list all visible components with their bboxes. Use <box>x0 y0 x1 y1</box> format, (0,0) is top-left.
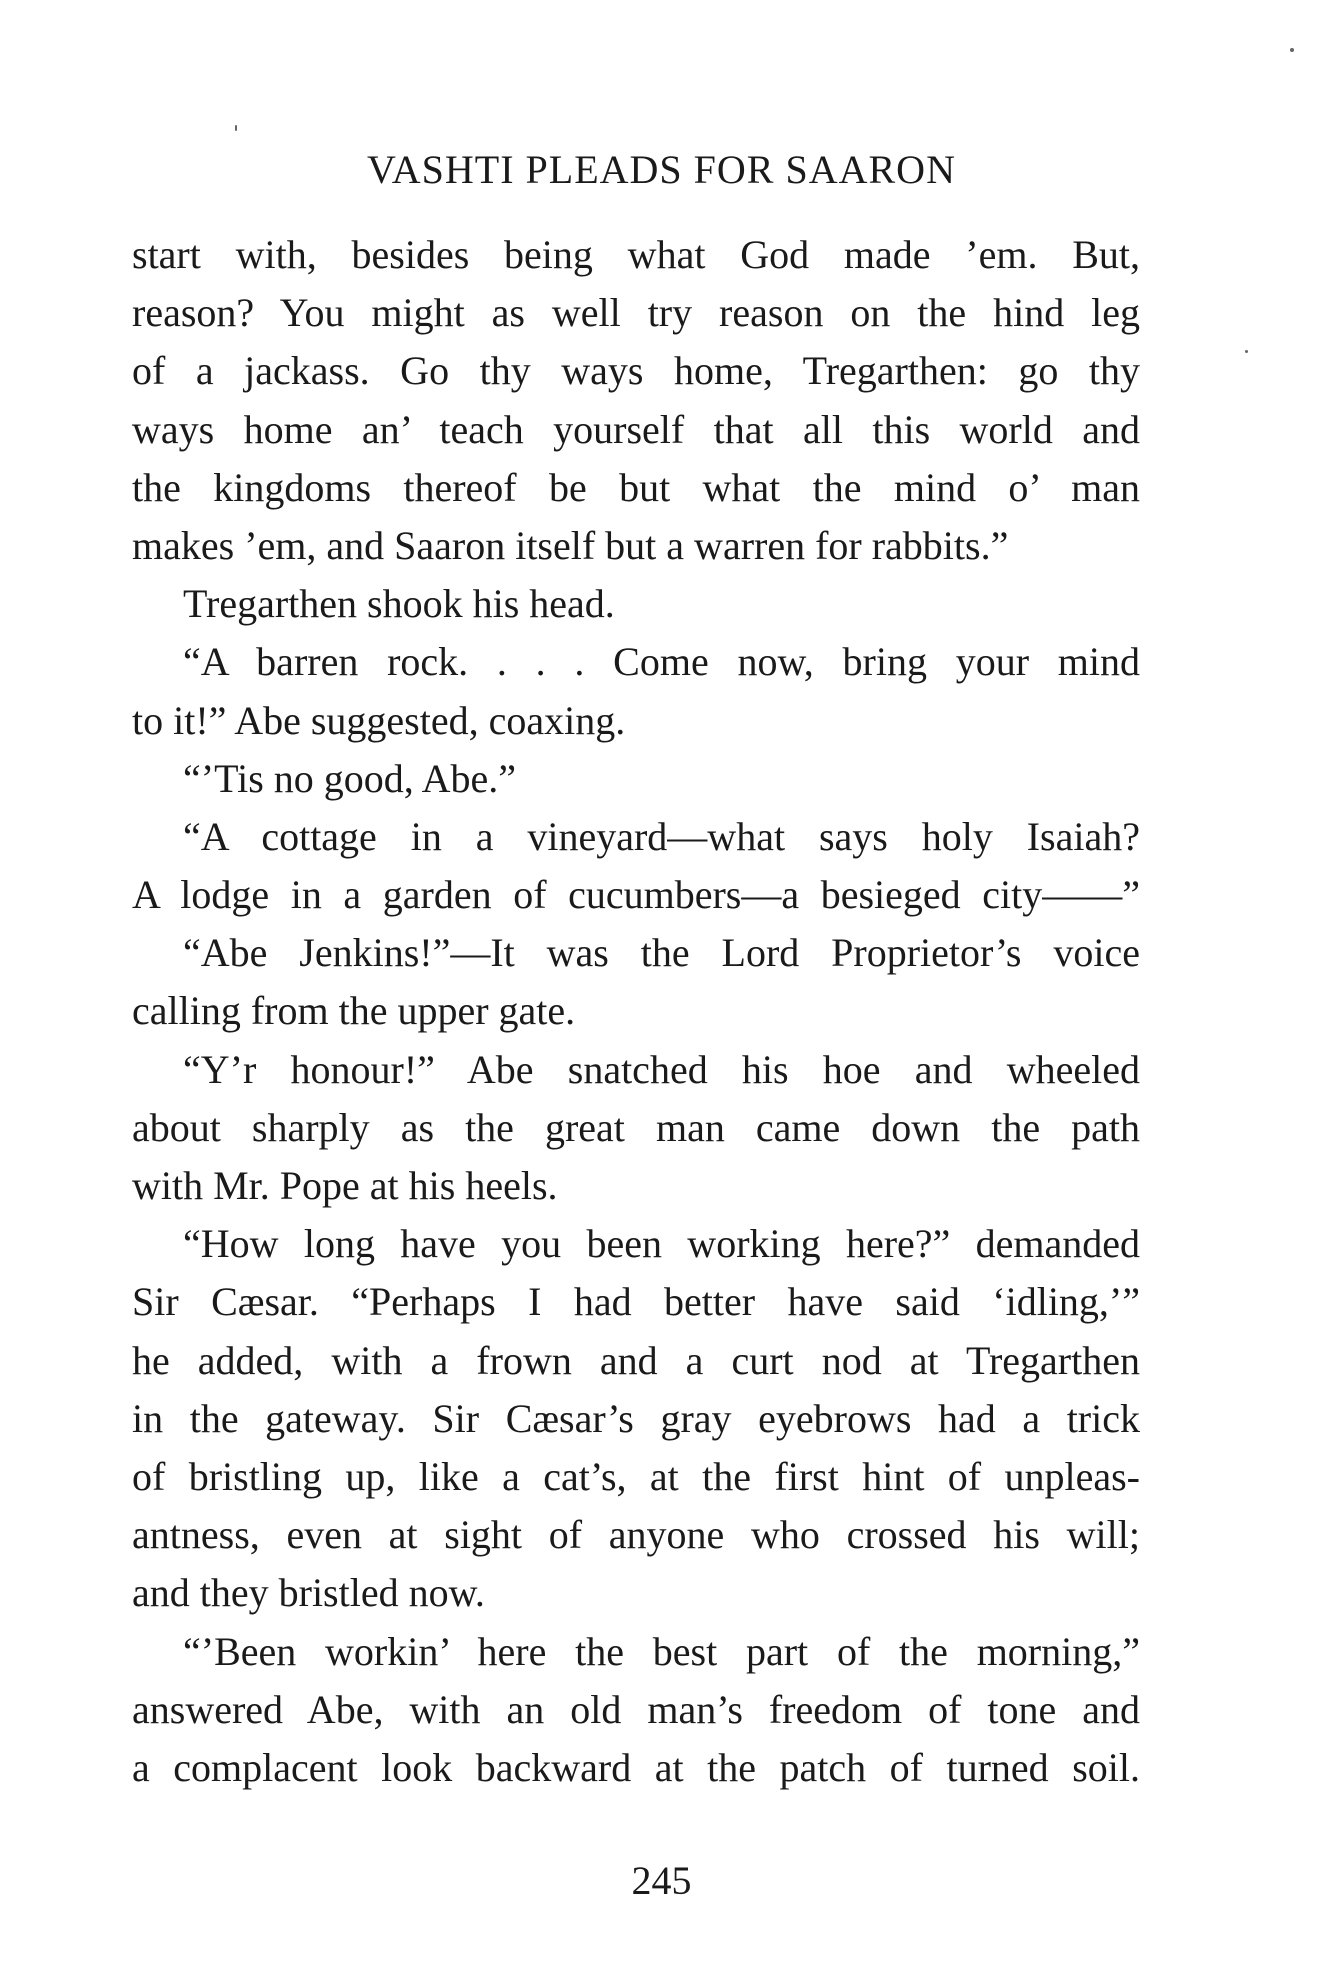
text-line: “’Been workin’ here the best part of the morning,” <box>183 1628 1140 1674</box>
text-line: start with, besides being what God made ’em. But, <box>132 232 1140 277</box>
text-line: reason? You might as well try reason on the hind leg <box>132 290 1140 336</box>
text-line: a complacent look backward at the patch of turned soil. <box>132 1744 1140 1790</box>
text-line: “How long have you been working here?” demanded <box>183 1221 1140 1267</box>
text-line: calling from the upper gate. <box>132 988 576 1034</box>
running-title: VASHTI PLEADS FOR SAARON <box>367 147 956 192</box>
text-line: of a jackass. Go thy ways home, Tregarthen: go thy <box>132 348 1140 394</box>
paper-speck <box>1245 350 1248 353</box>
text-line: answered Abe, with an old man’s freedom of tone and <box>132 1686 1140 1732</box>
text-line: the kingdoms thereof be but what the mind o’ man <box>132 464 1140 510</box>
page-number: 245 <box>631 1858 692 1903</box>
text-line: ways home an’ teach yourself that all this world and <box>132 406 1140 452</box>
text-line: of bristling up, like a cat’s, at the first hint of unpleas- <box>132 1453 1140 1499</box>
text-line: “Y’r honour!” Abe snatched his hoe and wheeled <box>183 1046 1140 1092</box>
paper-speck <box>1290 48 1294 52</box>
text-line: A lodge in a garden of cucumbers—a besieged city——” <box>132 872 1140 918</box>
text-line: makes ’em, and Saaron itself but a warren for rabbits.” <box>132 522 1009 568</box>
text-line: in the gateway. Sir Cæsar’s gray eyebrows had a trick <box>132 1395 1140 1441</box>
text-line: he added, with a frown and a curt nod at Tregarthen <box>132 1337 1140 1383</box>
text-line: antness, even at sight of anyone who crossed his will; <box>132 1512 1140 1558</box>
text-line: with Mr. Pope at his heels. <box>132 1163 558 1208</box>
text-line: Sir Cæsar. “Perhaps I had better have said ‘idling,’” <box>132 1279 1140 1325</box>
text-line: “Abe Jenkins!”—It was the Lord Proprietor’s voice <box>183 930 1140 976</box>
text-line: to it!” Abe suggested, coaxing. <box>132 697 626 743</box>
text-line: about sharply as the great man came down the path <box>132 1104 1140 1150</box>
body-text <box>132 226 1140 1797</box>
text-line: Tregarthen shook his head. <box>183 581 615 627</box>
text-line: “A barren rock. . . . Come now, bring your mind <box>183 639 1140 685</box>
paper-speck <box>235 125 237 131</box>
text-line: “A cottage in a vineyard—what says holy Isaiah? <box>183 813 1140 859</box>
text-line: “’Tis no good, Abe.” <box>183 755 516 801</box>
text-line: and they bristled now. <box>132 1570 485 1616</box>
